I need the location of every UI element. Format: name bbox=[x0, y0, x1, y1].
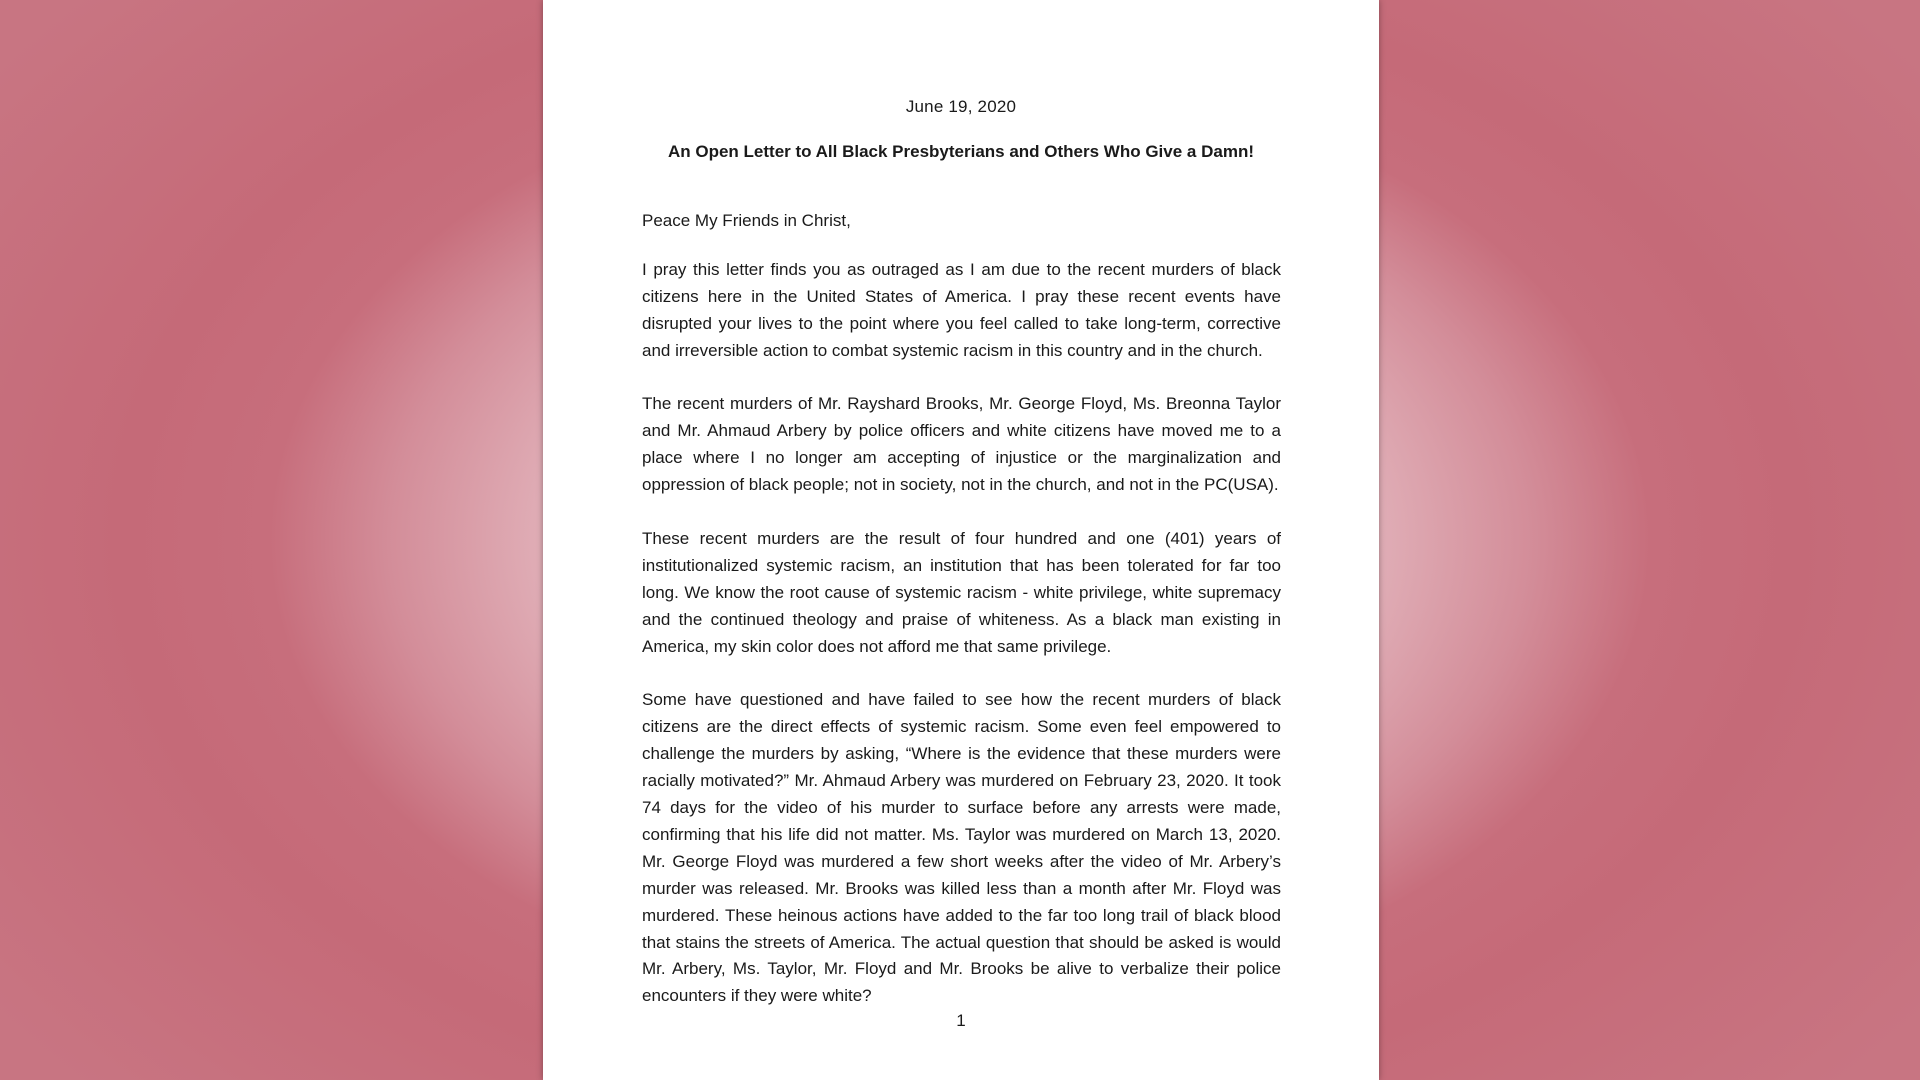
paragraph-1: I pray this letter finds you as outraged as I am due to the recent murders of black citizens here in the United States of America. I pray these recent events have disrupted your lives to the point where you feel called to take long-term, corrective and irreversible action to combat systemic racism in this country and in the church. bbox=[642, 259, 1281, 360]
document-page bbox=[543, 0, 1379, 1080]
page-number: 1 bbox=[956, 1011, 966, 1030]
paragraph-3: These recent murders are the result of four hundred and one (401) years of institutionalized systemic racism, an institution that has been tolerated for far too long. We know the root cause of systemic racism - white privilege, white supremacy and the continued theology and praise of whiteness. As a black man existing in America, my skin color does not afford me that same privilege. bbox=[642, 528, 1281, 656]
salutation: Peace My Friends in Christ, bbox=[642, 211, 851, 230]
letter-date: June 19, 2020 bbox=[905, 97, 1017, 116]
letter-title: An Open Letter to All Black Presbyterians and Others Who Give a Damn! bbox=[667, 142, 1254, 161]
paragraph-2: The recent murders of Mr. Rayshard Brooks, Mr. George Floyd, Ms. Breonna Taylor and Mr. Ahmaud Arbery by police officers and white citizens have moved me to a place where I no longer am accepting of injustice or the marginalization and oppression of black people; not in society, not in the church, and not in the PC(USA). bbox=[642, 394, 1281, 495]
letter-body bbox=[642, 208, 1281, 1037]
paragraph-4: Some have questioned and have failed to see how the recent murders of black citizens are the direct effects of systemic racism. Some even feel empowered to challenge the murders by asking, “Where is the evidence that these murders were racially motivated?” Mr. Ahmaud Arbery was murdered on February 23, 2020. It took 74 days for the video of his murder to surface before any arrests were made, confirming that his life did not matter. Ms. Taylor was murdered on March 13, 2020. Mr. George Floyd was murdered a few short weeks after the video of Mr. Arbery’s murder was released. Mr. Brooks was killed less than a month after Mr. Floyd was murdered. These heinous actions have added to the far too long trail of black blood that stains the streets of America. The actual question that should be asked is would Mr. Arbery, Ms. Taylor, Mr. Floyd and Mr. Brooks be alive to verbalize their police encounters if they were white? bbox=[642, 690, 1281, 1006]
